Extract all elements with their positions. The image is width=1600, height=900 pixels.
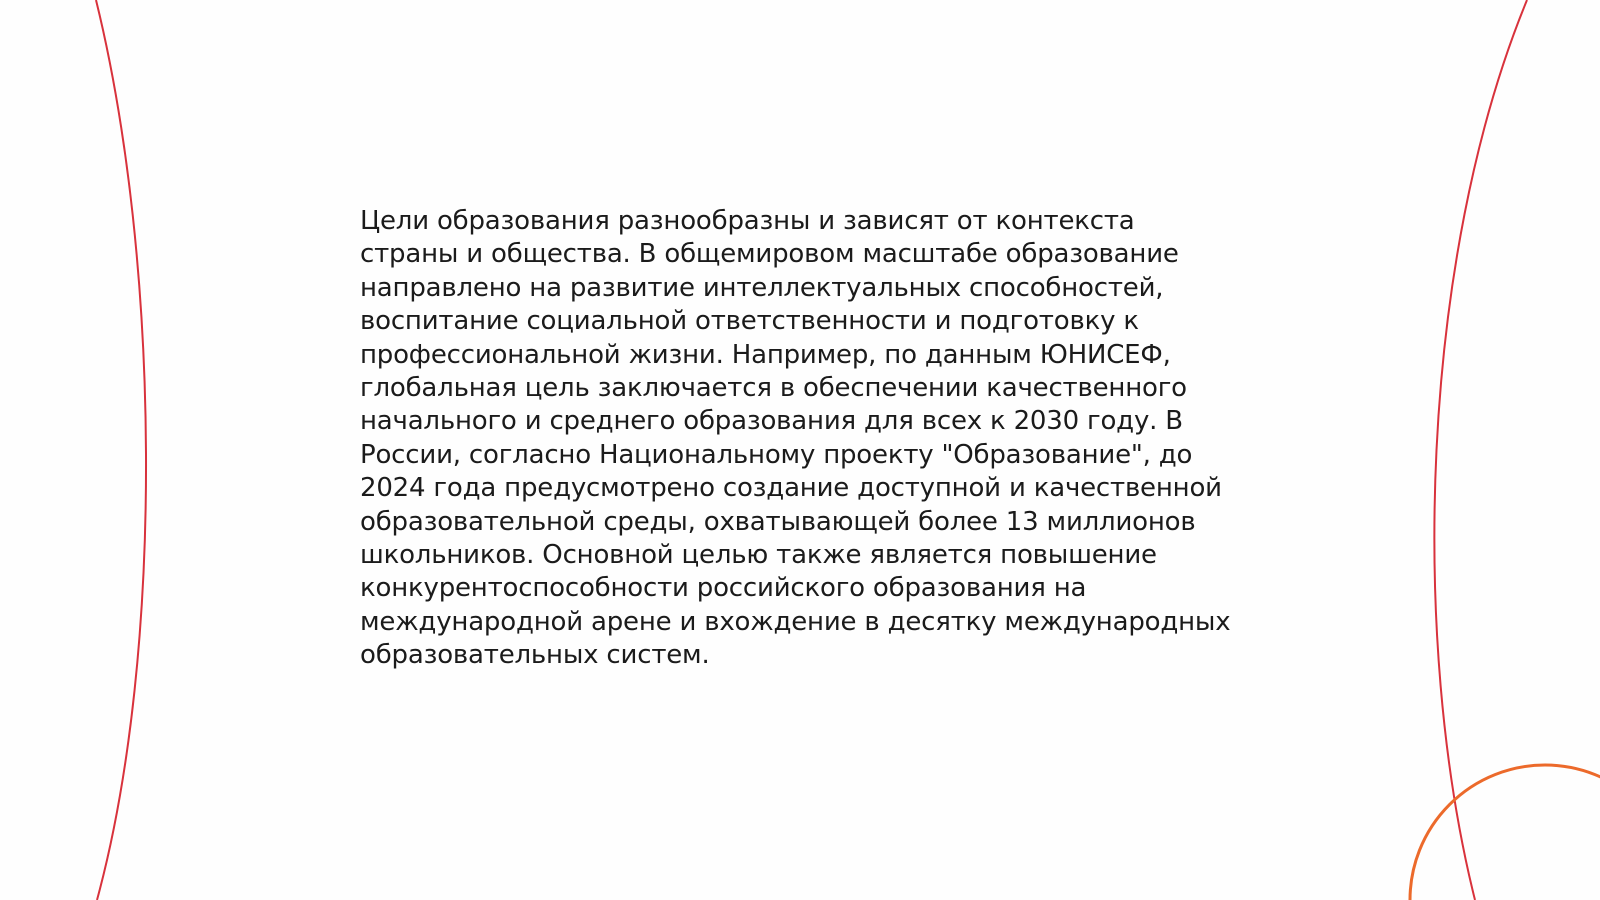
corner-orange-arc [1410, 765, 1600, 900]
left-curve-line [96, 0, 146, 900]
slide-body-text: Цели образования разнообразны и зависят от контекста страны и общества. В общемировом масштабе образование направлено на развитие интеллектуальных способностей, воспитание социальной ответственности и подготовку к профессиональной жизни. Например, по данным ЮНИСЕФ, глобальная цель заключается в обеспечении качественного начального и среднего образования для всех к 2030 году. В России, согласно Национальному проекту "Образование", до 2024 года предусмотрено создание доступной и качественной образовательной среды, охватывающей более 13 миллионов школьников. Основной целью также является повышение конкурентоспособности российского образования на международной арене и вхождение в десятку международных образовательных систем. [360, 206, 1231, 671]
right-curve-line [1434, 0, 1527, 900]
